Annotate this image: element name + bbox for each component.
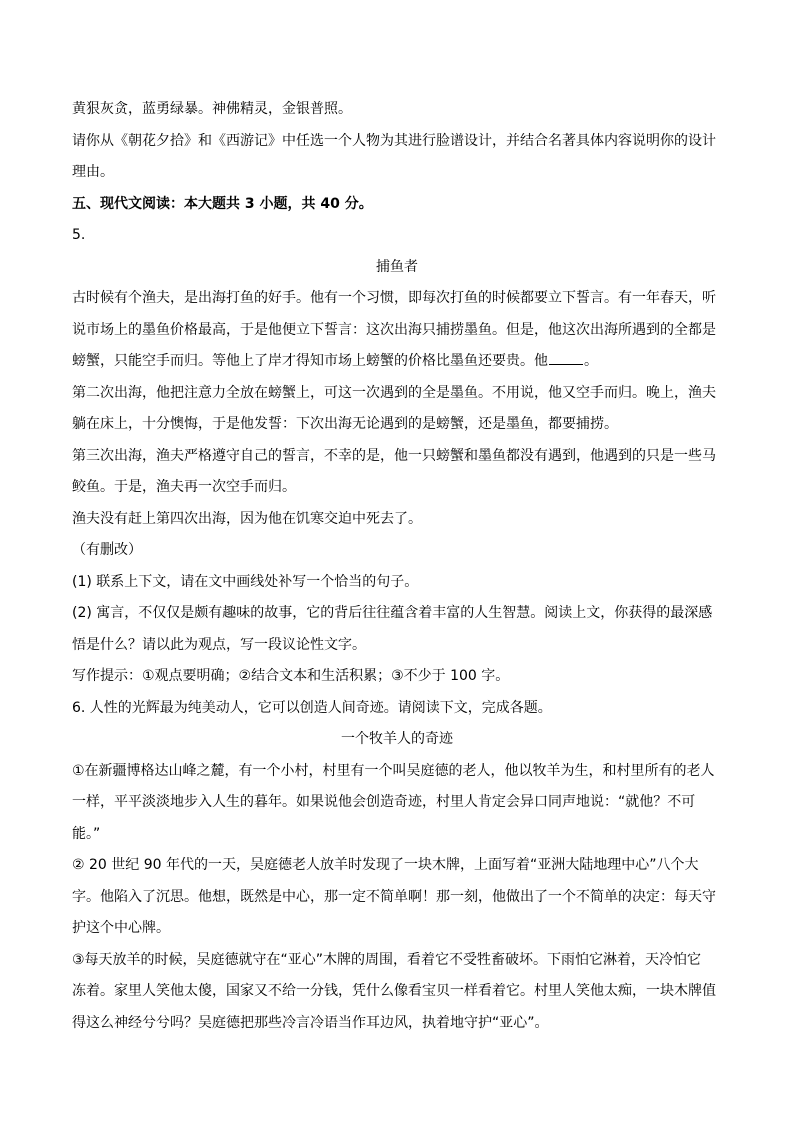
passage-text: 螃蟹，只能空手而归。等他上了岸才得知市场上螃蟹的价格比墨鱼还要贵。他	[72, 353, 548, 369]
passage-paragraph-line: 护这个中心牌。	[72, 920, 170, 936]
source-note: （有删改）	[72, 542, 142, 558]
passage-paragraph-line: 古时候有个渔夫，是出海打鱼的好手。他有一个习惯，即每次打鱼的时候都要立下誓言。有一年春天，听	[72, 290, 716, 306]
passage-paragraph-line: 得这么神经兮兮吗？吴庭德把那些冷言冷语当作耳边风，执着地守护“亚心”。	[72, 1014, 549, 1031]
passage-title: 捕鱼者	[376, 258, 418, 275]
passage-paragraph-line	[72, 346, 722, 378]
intro-question-line: 请你从《朝花夕拾》和《西游记》中任选一个人物为其进行脸谱设计，并结合名著具体内容说明你的设计	[72, 132, 716, 149]
passage-paragraph-line: ③每天放羊的时候，吴庭德就守在“亚心”木牌的周围，看着它不受牲畜破坏。下雨怕它淋着，天冷怕它	[72, 951, 702, 968]
passage-title: 一个牧羊人的奇迹	[341, 731, 453, 747]
writing-tips: 写作提示：①观点要明确；②结合文本和生活积累；③不少于 100 字。	[72, 668, 510, 684]
passage-paragraph-line: 第三次出海，渔夫严格遵守自己的誓言，不幸的是，他一只螃蟹和墨鱼都没有遇到，他遇到的只是一些马	[72, 447, 716, 464]
passage-paragraph-line: 一样，平平淡淡地步入人生的暮年。如果说他会创造奇迹，村里人肯定会异口同声地说：“就他？不可	[72, 794, 696, 810]
passage-paragraph-line: ② 20 世纪 90 年代的一天，吴庭德老人放羊时发现了一块木牌，上面写着“亚洲大陆地理中心”八个大	[72, 857, 699, 873]
fill-in-blank	[549, 350, 583, 365]
sub-question: (1) 联系上下文，请在文中画线处补写一个恰当的句子。	[72, 573, 419, 590]
passage-paragraph-line: ①在新疆博格达山峰之麓，有一个小村，村里有一个叫吴庭德的老人，他以牧羊为生，和村里所有的老人	[72, 762, 715, 779]
passage-paragraph-line: 鲛鱼。于是，渔夫再一次空手而归。	[72, 479, 296, 495]
passage-text: 。	[584, 353, 598, 369]
passage-paragraph-line: 能。”	[72, 825, 101, 842]
passage-paragraph-line: 渔夫没有赶上第四次出海，因为他在饥寒交迫中死去了。	[72, 510, 422, 527]
passage-paragraph-line: 说市场上的墨鱼价格最高，于是他便立下誓言：这次出海只捕捞墨鱼。但是，他这次出海所遇到的全都是	[72, 321, 716, 338]
sub-question: 悟是什么？请以此为观点，写一段议论性文字。	[72, 636, 366, 653]
passage-paragraph-line: 冻着。家里人笑他太傻，国家又不给一分钱，凭什么像看宝贝一样看着它。村里人笑他太痴，一块木牌值	[72, 983, 716, 999]
passage-paragraph-line: 字。他陷入了沉思。他想，既然是中心，那一定不简单啊！那一刻，他做出了一个不简单的决定：每天守	[72, 888, 716, 905]
intro-question-line: 理由。	[72, 164, 114, 180]
intro-text-line: 黄狠灰贪，蓝勇绿暴。神佛精灵，金银普照。	[72, 101, 352, 117]
section-heading: 五、现代文阅读：本大题共 3 小题，共 40 分。	[72, 195, 373, 212]
sub-question: (2) 寓言，不仅仅是颇有趣味的故事，它的背后往往蕴含着丰富的人生智慧。阅读上文，你获得的最深感	[72, 605, 713, 621]
question-number: 5.	[72, 227, 86, 243]
passage-paragraph-line: 躺在床上，十分懊悔，于是他发誓：下次出海无论遇到的是螃蟹，还是墨鱼，都要捕捞。	[72, 416, 618, 432]
document-page	[72, 94, 722, 1039]
question-intro: 6. 人性的光辉最为纯美动人，它可以创造人间奇迹。请阅读下文，完成各题。	[72, 699, 552, 716]
passage-paragraph-line: 第二次出海，他把注意力全放在螃蟹上，可这一次遇到的全是墨鱼。不用说，他又空手而归。晚上，渔夫	[72, 384, 716, 401]
